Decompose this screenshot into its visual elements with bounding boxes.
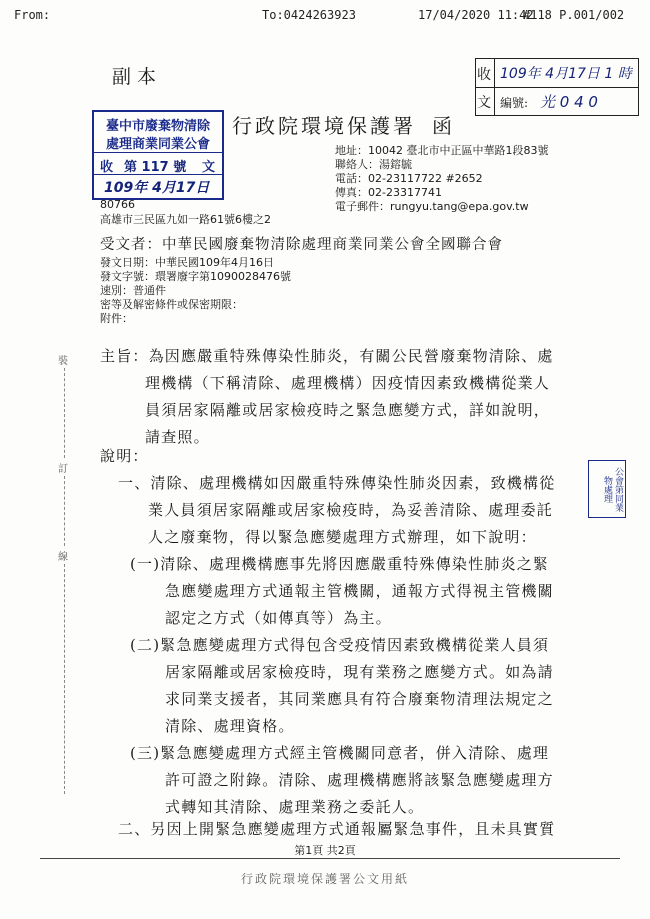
contact-phone: 電話：02-23117722 #2652 xyxy=(335,172,483,185)
sub2-line: 清除、處理資格。 xyxy=(165,717,295,735)
contact-address: 地址：10042 臺北市中正區中華路1段83號 xyxy=(335,144,549,157)
issue-date: 發文日期：中華民國109年4月16日 xyxy=(100,256,274,269)
sub1-line: 認定之方式（如傳真等）為主。 xyxy=(165,609,392,627)
fax-to: To:0424263923 xyxy=(262,8,356,22)
receipt-box xyxy=(475,58,639,116)
receipt-date: 109年 4月17日 1 時 xyxy=(500,66,632,82)
receipt-number: 光 0 4 0 xyxy=(540,93,598,111)
sub3-line: 式轉知其清除、處理業務之委託人。 xyxy=(165,798,425,816)
margin-char-bind: 裝 xyxy=(58,356,68,367)
contact-email: 電子郵件：rungyu.tang@epa.gov.tw xyxy=(335,200,529,213)
subject-line: 主旨：為因應嚴重特殊傳染性肺炎，有關公民營廢棄物清除、處 xyxy=(100,347,554,365)
sub2-line: 求同業支援者，其同業應具有符合廢棄物清理法規定之 xyxy=(165,690,554,708)
footer-text: 行政院環境保護署公文用紙 xyxy=(240,872,409,886)
sub1-line: (一)清除、處理機構應事先將因應嚴重特殊傳染性肺炎之緊 xyxy=(130,555,550,573)
margin-char-staple: 訂 xyxy=(58,464,68,475)
doc-number: 發文字號：環署廢字第1090028476號 xyxy=(100,270,291,283)
recipient-postcode: 80766 xyxy=(100,198,135,211)
stamp-line1: 臺中市廢棄物清除 xyxy=(105,119,210,134)
fax-from: From: xyxy=(14,8,51,22)
sub2-line: (二)緊急應變處理方式得包含受疫情因素致機構從業人員須 xyxy=(130,636,550,654)
fax-datetime: 17/04/2020 11:42 xyxy=(418,8,534,22)
explanation-heading: 說明： xyxy=(100,447,149,465)
side-seal-stamp: 公會第同業物處理 xyxy=(588,460,626,518)
doc-type: 函 xyxy=(432,114,452,138)
receipt-number-label: 編號: xyxy=(500,96,529,110)
subject-line: 員須居家隔離或居家檢疫時之緊急應變方式，詳如說明， xyxy=(145,401,551,419)
receipt-stamp xyxy=(92,110,224,200)
speed: 速別：普通件 xyxy=(100,284,166,297)
item2-line: 二、另因上開緊急應變處理方式通報屬緊急事件，且未具實質 xyxy=(118,820,556,838)
security: 密等及解密條件或保密期限： xyxy=(100,298,243,311)
copy-mark: 副本 xyxy=(112,66,163,88)
receipt-label-top: 收 xyxy=(477,67,491,83)
receipt-label-bottom: 文 xyxy=(477,95,491,111)
recipient-address: 高雄市三民區九如一路61號6樓之2 xyxy=(100,213,271,226)
sub1-line: 急應變處理方式通報主管機關，通報方式得視主管機關 xyxy=(165,582,554,600)
fax-page: #118 P.001/002 xyxy=(523,8,625,22)
margin-char-line: 線 xyxy=(58,552,68,563)
sub3-line: (三)緊急應變處理方式經主管機關同意者，併入清除、處理 xyxy=(130,744,550,762)
stamp-receipt-no: 第 117 號 xyxy=(124,160,187,175)
recipient: 受文者：中華民國廢棄物清除處理商業同業公會全國聯合會 xyxy=(100,237,503,253)
agency-name: 行政院環境保護署 xyxy=(232,114,416,138)
contact-fax: 傳真：02-23317741 xyxy=(335,186,442,199)
stamp-line2: 處理商業同業公會 xyxy=(105,137,210,152)
attachments: 附件： xyxy=(100,312,133,325)
sub2-line: 居家隔離或居家檢疫時，現有業務之應變方式。如為請 xyxy=(165,663,554,681)
item1-line: 業人員須居家隔離或居家檢疫時，為妥善清除、處理委託 xyxy=(148,501,554,519)
stamp-receipt-char: 文 xyxy=(202,160,216,175)
footer-divider xyxy=(40,858,620,859)
contact-person: 聯絡人：湯鎔毓 xyxy=(335,158,412,171)
stamp-receipt-label: 收 xyxy=(100,160,114,175)
sub3-line: 許可證之附錄。清除、處理機構應將該緊急應變處理方 xyxy=(165,771,554,789)
page-number: 第1頁 共2頁 xyxy=(294,844,356,857)
subject-line: 理機構（下稱清除、處理機構）因疫情因素致機構從業人 xyxy=(145,374,551,392)
item1-line: 一、清除、處理機構如因嚴重特殊傳染性肺炎因素，致機構從 xyxy=(118,474,556,492)
subject-line: 請查照。 xyxy=(145,428,210,446)
stamp-date: 109年 4月17日 xyxy=(104,180,210,196)
item1-line: 人之廢棄物，得以緊急應變處理方式辦理，如下說明： xyxy=(148,528,537,546)
